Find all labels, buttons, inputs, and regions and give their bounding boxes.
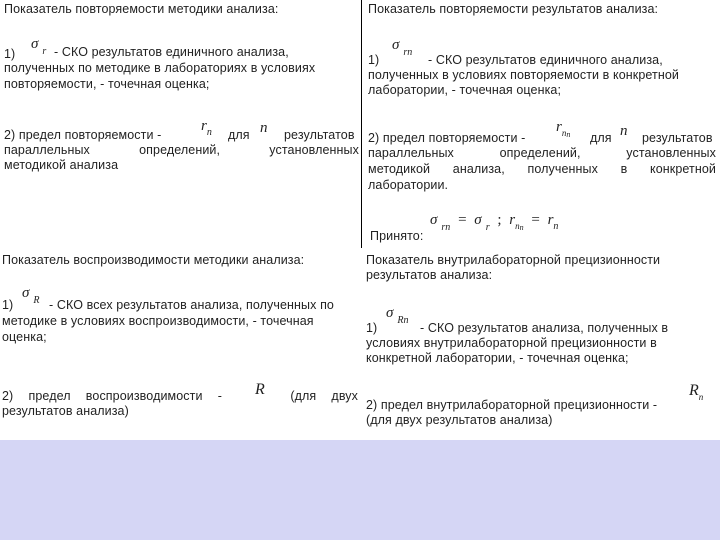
- bl-item2-w3: воспроизводимости: [85, 389, 203, 403]
- br-item2-line2: (для двух результатов анализа): [366, 413, 553, 427]
- tr-item2-c: результатов: [642, 131, 713, 145]
- tr-item2-line2-w2: определений,: [499, 146, 581, 160]
- tr-item2-a: 2) предел повторяемости -: [368, 131, 526, 145]
- R-symbol: R: [255, 381, 265, 398]
- tr-item1-line2: полученных в условиях повторяемости в конкретной: [368, 68, 679, 82]
- bottom-band: [0, 440, 720, 540]
- br-title-line2: результатов анализа:: [366, 268, 493, 282]
- tl-item2-line2-w1: параллельных: [4, 143, 90, 157]
- n-symbol: n: [620, 123, 628, 139]
- sigma-glyph: σ: [31, 36, 39, 52]
- tr-item1-num: 1): [368, 53, 380, 67]
- tr-item2-line2: [368, 146, 716, 161]
- br-item1-num: 1): [366, 321, 378, 335]
- tr-title: Показатель повторяемости результатов анализа:: [368, 2, 659, 16]
- tl-title: Показатель повторяемости методики анализа:: [4, 2, 279, 16]
- tr-item2-line2-w3: установленных: [626, 146, 716, 160]
- sigma-glyph: σ: [392, 37, 400, 53]
- p-subscript: п: [698, 392, 704, 402]
- tr-item2-line3-w3: полученных: [527, 162, 598, 176]
- tr-item2-line4: лаборатории.: [368, 178, 449, 192]
- tr-item2-line3-w5: конкретной: [649, 162, 716, 176]
- tl-item1-text: - СКО результатов единичного анализа,: [54, 45, 289, 59]
- sigma-R-symbol: [22, 285, 40, 306]
- tr-item2-line3-w1: методикой: [368, 162, 431, 176]
- sigma-subscript: rп: [403, 47, 413, 58]
- bl-item1-line2: методике в условиях воспроизводимости, - точечная: [2, 314, 314, 328]
- br-item2-a: 2) предел внутрилабораторной прецизионности -: [366, 398, 658, 412]
- sigma-subscript: Rп: [397, 315, 409, 326]
- r-subscript: n: [561, 128, 567, 138]
- sigma-glyph: σ: [386, 305, 394, 321]
- r-glyph: r: [509, 212, 516, 228]
- tr-item2-line3-w2: анализа,: [452, 162, 505, 176]
- semicolon: ;: [497, 212, 502, 228]
- column-divider: [361, 0, 362, 248]
- bl-item1-num: 1): [2, 298, 14, 312]
- sigma-rp-symbol: [392, 37, 412, 58]
- r-glyph: r: [556, 119, 562, 135]
- tl-item2-line2-w2: определений,: [139, 143, 221, 157]
- bl-item1-text: - СКО всех результатов анализа, полученных по: [49, 298, 334, 312]
- sigma-r-symbol: [31, 36, 46, 57]
- p-subscript: п: [566, 130, 571, 139]
- Rp-symbol: [689, 382, 703, 402]
- tr-item2-line3: [368, 162, 716, 177]
- sigma-glyph: σ: [474, 212, 482, 228]
- tr-item1-line3: лаборатории, - точечная оценка;: [368, 83, 562, 97]
- sigma-subscript: rп: [441, 222, 451, 233]
- r-glyph: r: [547, 212, 554, 228]
- bl-item2: [2, 389, 358, 404]
- tr-item2-line2-w1: параллельных: [368, 146, 454, 160]
- bl-item2-w2: предел: [28, 389, 71, 403]
- tl-item1-line3: повторяемости, - точечная оценка;: [4, 77, 210, 91]
- br-item1-line2: условиях внутрилабораторной прецизионности в: [366, 336, 657, 350]
- sigma-Rp-symbol: [386, 305, 409, 326]
- tl-item2-line2-w3: установленных: [269, 143, 359, 157]
- tr-item2-b: для: [590, 131, 612, 145]
- bl-item2-w6: двух: [331, 389, 358, 403]
- tl-item2-c: результатов: [284, 128, 355, 142]
- tl-item1-line2: полученных по методике в лабораториях в условиях: [4, 61, 316, 75]
- sigma-glyph: σ: [22, 285, 30, 301]
- r-subscript: n: [206, 127, 212, 138]
- br-item1-line3: конкретной лаборатории, - точечная оценка;: [366, 351, 629, 365]
- tl-item2-line3: методикой анализа: [4, 158, 119, 172]
- bl-title: Показатель воспроизводимости методики анализа:: [2, 253, 305, 267]
- tl-item2-line2: [4, 143, 359, 158]
- r-subscript: n: [515, 221, 520, 231]
- p-subscript: п: [519, 223, 524, 232]
- sigma-glyph: σ: [430, 212, 438, 228]
- bl-item1-line3: оценка;: [2, 330, 47, 344]
- R-glyph: R: [689, 382, 699, 399]
- r-glyph: r: [201, 118, 207, 134]
- r-subscript: n: [553, 221, 559, 232]
- accepted-label: Принято:: [370, 229, 424, 243]
- n-symbol: n: [260, 120, 268, 136]
- tl-item2-b: для: [228, 128, 250, 142]
- bl-item2-w5: (для: [290, 389, 317, 403]
- br-title-line1: Показатель внутрилабораторной прецизионности: [366, 253, 661, 267]
- bl-item2-line2: результатов анализа): [2, 404, 129, 418]
- bl-item2-w4: -: [217, 389, 222, 403]
- sigma-subscript: R: [33, 295, 40, 306]
- br-item1-text: - СКО результатов анализа, полученных в: [420, 321, 669, 335]
- equals-sign: =: [531, 212, 540, 228]
- tl-item2-a: 2) предел повторяемости -: [4, 128, 162, 142]
- tr-item1-text: - СКО результатов единичного анализа,: [428, 53, 663, 67]
- tr-item2-line3-w4: в: [620, 162, 628, 176]
- r-n-symbol: [201, 118, 212, 138]
- sigma-subscript: r: [42, 46, 47, 57]
- equals-sign: =: [458, 212, 467, 228]
- accepted-formula: [430, 212, 558, 233]
- bl-item2-w1: 2): [2, 389, 14, 403]
- rp-n-symbol: [556, 119, 570, 139]
- tl-item1-num: 1): [4, 47, 16, 61]
- sigma-subscript: r: [485, 222, 490, 233]
